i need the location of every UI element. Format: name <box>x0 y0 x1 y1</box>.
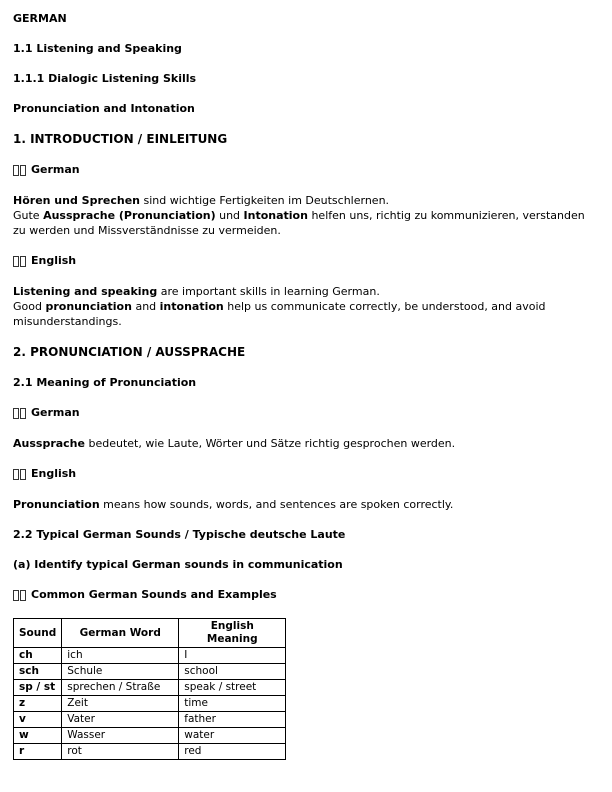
table-cell-sound: z <box>14 696 62 712</box>
bold-text: Intonation <box>243 209 308 222</box>
plain-text: and <box>131 300 160 313</box>
subheading-english-label: English <box>31 467 77 480</box>
table-cell-sound: w <box>14 728 62 744</box>
table-header-sound: Sound <box>14 619 62 648</box>
table-cell-german: ich <box>62 648 179 664</box>
table-header-row <box>14 619 286 648</box>
heading-identify-sounds: (a) Identify typical German sounds in communication <box>13 558 343 571</box>
heading-introduction: 1. INTRODUCTION / EINLEITUNG <box>13 132 228 146</box>
bold-text: Pronunciation <box>13 498 100 511</box>
table-row <box>14 680 286 696</box>
english-flag-placeholder-icon <box>13 256 26 267</box>
table-cell-german: Schule <box>62 664 179 680</box>
doc-title-text: GERMAN <box>13 12 67 25</box>
table-row <box>14 744 286 760</box>
plain-text: helfen uns, richtig zu kommunizieren, verstanden zu werden und Missverständnisse zu vermeiden. <box>13 209 585 237</box>
english-flag-placeholder-icon <box>13 469 26 480</box>
bold-text: Aussprache (Pronunciation) <box>43 209 216 222</box>
bold-text: Listening and speaking <box>13 285 158 298</box>
plain-text: bedeutet, wie Laute, Wörter und Sätze richtig gesprochen werden. <box>84 437 456 450</box>
subheading-german-label: German <box>31 163 80 176</box>
paragraph-meaning-english <box>13 497 590 512</box>
plain-text: means how sounds, words, and sentences are spoken correctly. <box>99 498 454 511</box>
table-cell-english: red <box>179 744 286 760</box>
subheading-german-2 <box>13 406 590 420</box>
doc-title <box>13 12 590 26</box>
sounds-emoji-placeholder-icon <box>13 590 26 601</box>
heading-pronunciation-section: 2. PRONUNCIATION / AUSSPRACHE <box>13 345 246 359</box>
heading-typical-sounds: 2.2 Typical German Sounds / Typische deutsche Laute <box>13 528 346 541</box>
table-row <box>14 712 286 728</box>
table-cell-english: I <box>179 648 286 664</box>
table-cell-sound: r <box>14 744 62 760</box>
table-row <box>14 696 286 712</box>
sounds-table <box>13 618 286 760</box>
table-cell-english: school <box>179 664 286 680</box>
table-cell-german: rot <box>62 744 179 760</box>
table-cell-sound: v <box>14 712 62 728</box>
table-cell-sound: sch <box>14 664 62 680</box>
subheading-english-2 <box>13 467 590 481</box>
heading-listening-speaking: 1.1 Listening and Speaking <box>13 42 182 55</box>
bold-text: Aussprache <box>13 437 85 450</box>
table-header-german-word: German Word <box>62 619 179 648</box>
table-cell-german: Zeit <box>62 696 179 712</box>
heading-meaning-of-pronunciation: 2.1 Meaning of Pronunciation <box>13 376 197 389</box>
german-flag-placeholder-icon <box>13 408 26 419</box>
subheading-german-1 <box>13 163 590 177</box>
table-cell-sound: ch <box>14 648 62 664</box>
subheading-english-1 <box>13 254 590 268</box>
table-row <box>14 728 286 744</box>
subheading-common-sounds <box>13 588 590 602</box>
bold-text: Hören und Sprechen <box>13 194 140 207</box>
heading-pronunciation-intonation: Pronunciation and Intonation <box>13 102 195 115</box>
table-cell-english: water <box>179 728 286 744</box>
paragraph-intro-english <box>13 284 590 329</box>
bold-text: intonation <box>159 300 224 313</box>
table-row <box>14 648 286 664</box>
paragraph-meaning-german <box>13 436 590 451</box>
plain-text: sind wichtige Fertigkeiten im Deutschlernen. <box>140 194 390 207</box>
bold-text: pronunciation <box>45 300 132 313</box>
plain-text: Good <box>13 300 46 313</box>
table-cell-german: Vater <box>62 712 179 728</box>
subheading-german-label: German <box>31 406 80 419</box>
paragraph-intro-german <box>13 193 590 238</box>
table-cell-sound: sp / st <box>14 680 62 696</box>
plain-text: help us communicate correctly, be understood, and avoid misunderstandings. <box>13 300 546 328</box>
table-cell-german: Wasser <box>62 728 179 744</box>
subheading-english-label: English <box>31 254 77 267</box>
heading-dialogic-listening: 1.1.1 Dialogic Listening Skills <box>13 72 197 85</box>
plain-text: are important skills in learning German. <box>157 285 380 298</box>
table-row <box>14 664 286 680</box>
table-cell-english: father <box>179 712 286 728</box>
table-cell-english: time <box>179 696 286 712</box>
table-cell-english: speak / street <box>179 680 286 696</box>
plain-text: Gute <box>13 209 44 222</box>
table-header-english-meaning: English Meaning <box>179 619 286 648</box>
plain-text: und <box>215 209 244 222</box>
subheading-common-sounds-label: Common German Sounds and Examples <box>31 588 277 601</box>
table-cell-german: sprechen / Straße <box>62 680 179 696</box>
german-flag-placeholder-icon <box>13 165 26 176</box>
